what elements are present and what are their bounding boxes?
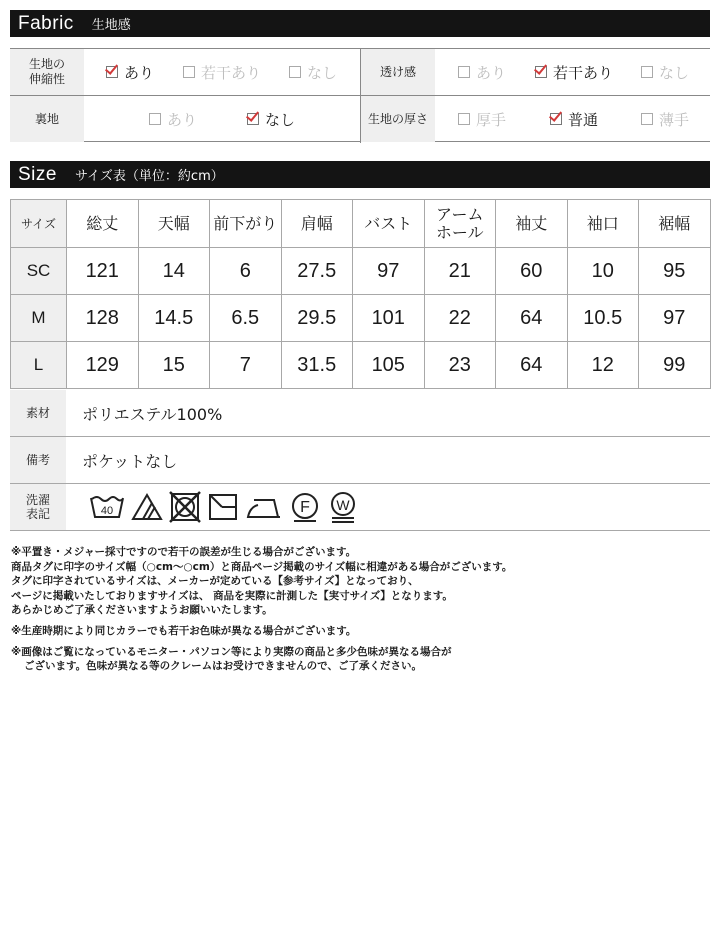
note-line: ございます。色味が異なる等のクレームはお受けできませんので、ご了承ください。 bbox=[24, 660, 422, 673]
checkbox-empty-icon bbox=[641, 66, 653, 78]
checkbox-empty-icon bbox=[641, 113, 653, 125]
material-row bbox=[10, 390, 710, 437]
table-cell: 31.5 bbox=[281, 342, 353, 389]
sheerness-option-no: なし bbox=[641, 49, 689, 95]
note-line: ※平置き・メジャー採寸ですので若干の誤差が生じる場合がございます。 bbox=[11, 546, 357, 558]
table-cell: 60 bbox=[496, 248, 568, 295]
checkbox-empty-icon bbox=[458, 66, 470, 78]
stretch-option-slight: 若干あり bbox=[183, 49, 261, 95]
stretch-option-no: なし bbox=[289, 49, 337, 95]
size-label-l: L bbox=[11, 342, 67, 389]
remarks-value: ポケットなし bbox=[82, 451, 178, 471]
checkbox-checked-icon bbox=[247, 113, 259, 125]
table-cell: 10.5 bbox=[567, 295, 639, 342]
table-cell: 128 bbox=[67, 295, 139, 342]
svg-text:40: 40 bbox=[100, 505, 114, 517]
table-cell: 121 bbox=[67, 248, 139, 295]
checkbox-checked-icon bbox=[535, 66, 547, 78]
note-line: ※生産時期により同じカラーでも若干お色味が異なる場合がございます。 bbox=[11, 624, 357, 637]
checkbox-empty-icon bbox=[289, 66, 301, 78]
remarks-label: 備考 bbox=[10, 437, 66, 483]
lining-option-yes: あり bbox=[149, 96, 197, 142]
table-cell: 6.5 bbox=[210, 295, 282, 342]
checkbox-empty-icon bbox=[183, 66, 195, 78]
sheerness-option-slight: 若干あり bbox=[535, 49, 613, 95]
svg-text:W: W bbox=[336, 497, 350, 513]
table-row bbox=[11, 342, 711, 389]
col-armhole: アーム ホール bbox=[424, 200, 496, 248]
table-cell: 29.5 bbox=[281, 295, 353, 342]
svg-text:F: F bbox=[300, 499, 310, 516]
table-row bbox=[11, 248, 711, 295]
stretch-label: 生地の 伸縮性 bbox=[10, 49, 84, 95]
care-label: 洗濯 表記 bbox=[10, 484, 66, 530]
table-cell: 99 bbox=[639, 342, 711, 389]
line-dry-shade-icon bbox=[206, 490, 240, 524]
table-cell: 64 bbox=[496, 295, 568, 342]
checkbox-checked-icon bbox=[550, 113, 562, 125]
table-cell: 7 bbox=[210, 342, 282, 389]
sheerness-option-yes: あり bbox=[458, 49, 506, 95]
col-neck-width: 天幅 bbox=[138, 200, 210, 248]
no-tumble-dry-icon bbox=[168, 490, 202, 524]
col-total-length: 総丈 bbox=[67, 200, 139, 248]
dry-clean-f-icon bbox=[288, 490, 322, 524]
thickness-option-thin: 薄手 bbox=[641, 96, 689, 142]
checkbox-empty-icon bbox=[458, 113, 470, 125]
table-cell: 129 bbox=[67, 342, 139, 389]
note-line: あらかじめご了承くださいますようお願いいたします。 bbox=[11, 604, 273, 617]
fabric-row-2 bbox=[10, 96, 710, 143]
size-table-header-row bbox=[11, 200, 711, 248]
size-title-en: Size bbox=[18, 163, 57, 185]
note-line: タグに印字されているサイズは、メーカーが定めている【参考サイズ】となっており、 bbox=[11, 575, 419, 588]
col-cuff: 袖口 bbox=[567, 200, 639, 248]
lining-option-no: なし bbox=[247, 96, 295, 142]
fabric-row-1 bbox=[10, 49, 710, 96]
table-cell: 6 bbox=[210, 248, 282, 295]
table-cell: 105 bbox=[353, 342, 425, 389]
sheerness-label: 透け感 bbox=[361, 49, 435, 95]
fabric-title-en: Fabric bbox=[18, 12, 74, 34]
stretch-option-yes: あり bbox=[106, 49, 154, 95]
col-bust: バスト bbox=[353, 200, 425, 248]
col-hem-width: 裾幅 bbox=[639, 200, 711, 248]
note-line: ※画像はご覧になっているモニター・パソコン等により実際の商品と多少色味が異なる場合が bbox=[11, 645, 452, 658]
size-corner-cell: サイズ bbox=[11, 200, 67, 248]
table-cell: 101 bbox=[353, 295, 425, 342]
table-cell: 97 bbox=[639, 295, 711, 342]
material-value: ポリエステル100% bbox=[82, 404, 223, 424]
wash-40-icon bbox=[88, 490, 126, 524]
note-line: 商品タグに印字のサイズ幅（○cm〜○cm）と商品ページ掲載のサイズ幅に相違がある場合がございます。 bbox=[11, 560, 513, 573]
thickness-option-normal: 普通 bbox=[550, 96, 598, 142]
checkbox-checked-icon bbox=[106, 66, 118, 78]
col-sleeve-length: 袖丈 bbox=[496, 200, 568, 248]
care-row bbox=[10, 484, 710, 531]
care-icons bbox=[88, 484, 364, 530]
lining-label: 裏地 bbox=[10, 96, 84, 142]
size-label-sc: SC bbox=[11, 248, 67, 295]
col-front-drop: 前下がり bbox=[210, 200, 282, 248]
table-cell: 22 bbox=[424, 295, 496, 342]
fabric-table bbox=[10, 48, 710, 142]
table-row bbox=[11, 295, 711, 342]
remarks-row bbox=[10, 437, 710, 484]
table-cell: 14 bbox=[138, 248, 210, 295]
notes-block bbox=[11, 545, 711, 674]
table-cell: 97 bbox=[353, 248, 425, 295]
thickness-option-thick: 厚手 bbox=[458, 96, 506, 142]
note-line: ページに掲載いたしておりますサイズは、 商品を実際に計測した【実寸サイズ】となります。 bbox=[11, 589, 453, 602]
table-cell: 15 bbox=[138, 342, 210, 389]
table-cell: 23 bbox=[424, 342, 496, 389]
table-cell: 12 bbox=[567, 342, 639, 389]
fabric-title-jp: 生地感 bbox=[91, 18, 131, 33]
thickness-label: 生地の厚さ bbox=[361, 96, 435, 142]
size-table bbox=[10, 199, 711, 389]
material-label: 素材 bbox=[10, 390, 66, 436]
table-cell: 21 bbox=[424, 248, 496, 295]
size-label-m: M bbox=[11, 295, 67, 342]
size-section-header bbox=[10, 161, 710, 188]
bleach-triangle-icon bbox=[130, 490, 164, 524]
table-cell: 27.5 bbox=[281, 248, 353, 295]
table-cell: 95 bbox=[639, 248, 711, 295]
size-title-jp: サイズ表（単位：約cm） bbox=[74, 169, 224, 184]
fabric-section-header bbox=[10, 10, 710, 37]
iron-low-icon bbox=[244, 490, 284, 524]
table-cell: 64 bbox=[496, 342, 568, 389]
checkbox-empty-icon bbox=[149, 113, 161, 125]
col-shoulder-width: 肩幅 bbox=[281, 200, 353, 248]
table-cell: 10 bbox=[567, 248, 639, 295]
table-cell: 14.5 bbox=[138, 295, 210, 342]
wet-clean-w-icon bbox=[326, 490, 360, 524]
